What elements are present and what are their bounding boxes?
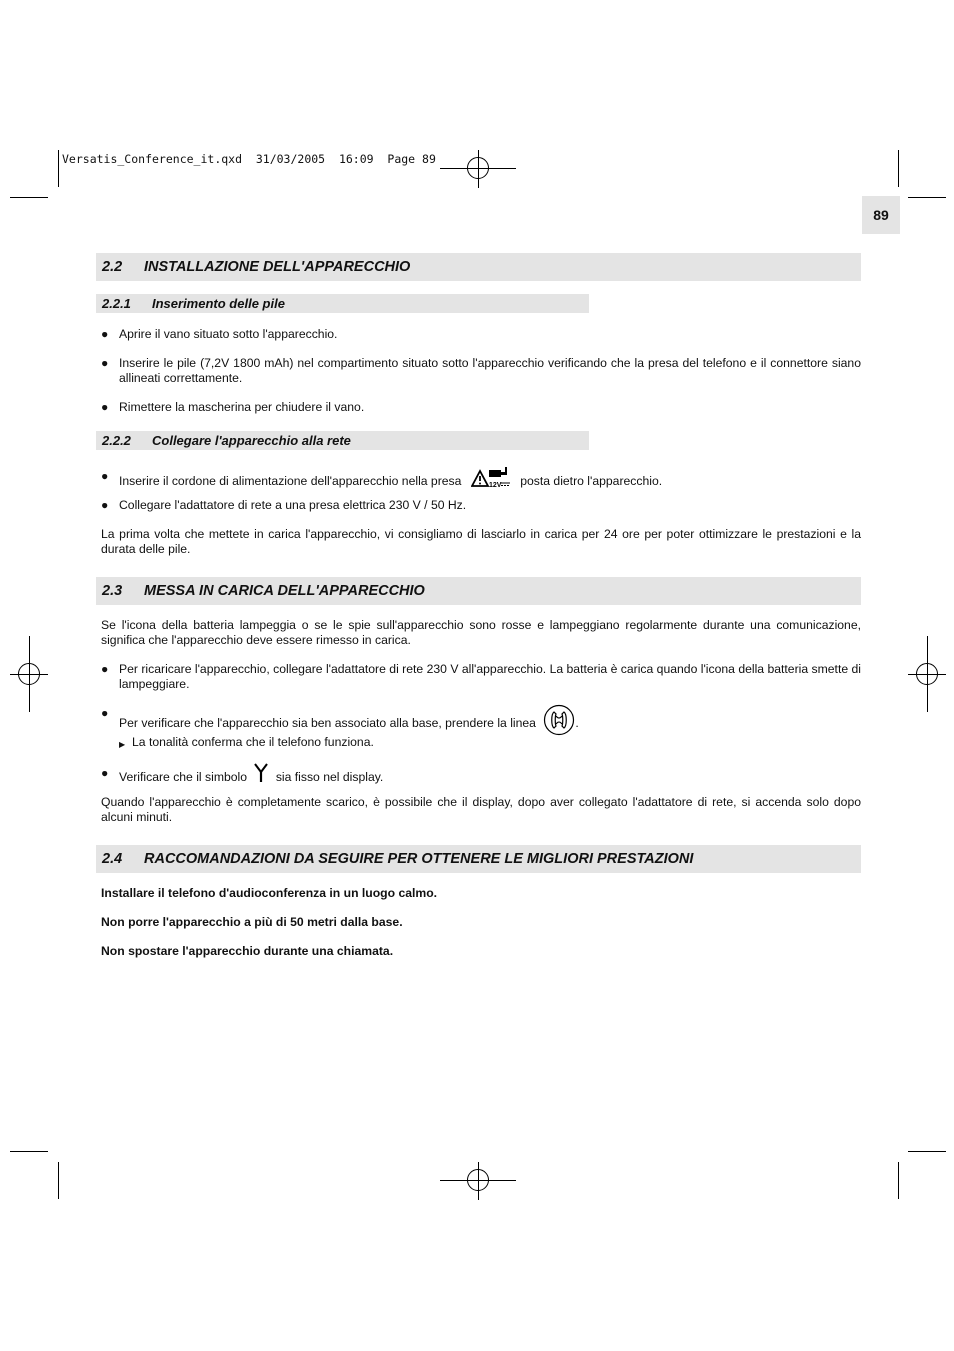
list-item: ● Per ricaricare l'apparecchio, collegare l'adattatore di rete 230 V all'apparecchio. La batteria è carica quando l'icona della batteria smette di lampeggiare. xyxy=(101,662,861,691)
bullet: ● xyxy=(101,498,109,512)
section-title: RACCOMANDAZIONI DA SEGUIRE PER OTTENERE LE MIGLIORI PRESTAZIONI xyxy=(144,851,694,867)
list-item: ● Aprire il vano situato sotto l'apparecchio. xyxy=(101,327,338,341)
section-number: 2.3 xyxy=(102,583,123,599)
bullet: ● xyxy=(101,662,109,676)
list-item: ● Rimettere la mascherina per chiudere il vano. xyxy=(101,400,365,414)
paragraph: Quando l'apparecchio è completamente scarico, è possibile che il display, dopo aver collegato l'adattatore di rete, si accenda solo dopo alcuni minuti. xyxy=(101,795,861,824)
bullet: ● xyxy=(101,327,109,341)
list-item: ● Inserire il cordone di alimentazione dell'apparecchio nella presa 12V posta dietro l'apparecchio. xyxy=(101,469,861,495)
subsection-title: Inserimento delle pile xyxy=(152,296,285,311)
print-slug: Versatis_Conference_it.qxd 31/03/2005 16:09 Page 89 xyxy=(62,152,436,166)
section-title: INSTALLAZIONE DELL'APPARECCHIO xyxy=(144,259,411,275)
list-item-sub: ▶ La tonalità conferma che il telefono funziona. xyxy=(119,735,859,750)
bullet: ● xyxy=(101,766,109,780)
list-item: ● Per verificare che l'apparecchio sia ben associato alla base, prendere la linea . xyxy=(101,706,861,742)
bullet: ● xyxy=(101,469,109,483)
bullet: ● xyxy=(101,706,109,720)
subsection-heading-2-2-1 xyxy=(96,294,589,313)
antenna-icon xyxy=(253,763,269,787)
section-heading-2-4 xyxy=(96,845,861,873)
bullet: ● xyxy=(101,400,109,414)
section-heading-2-2 xyxy=(96,253,861,281)
section-title: MESSA IN CARICA DELL'APPARECCHIO xyxy=(144,583,425,599)
recommendation: Non spostare l'apparecchio durante una chiamata. xyxy=(101,944,394,958)
list-item: ● Verificare che il simbolo sia fisso nel display. xyxy=(101,766,861,790)
subsection-title: Collegare l'apparecchio alla rete xyxy=(152,433,351,448)
bullet: ● xyxy=(101,356,109,370)
subsection-number: 2.2.2 xyxy=(102,433,131,448)
subsection-heading-2-2-2 xyxy=(96,431,589,450)
list-item: ● Collegare l'adattatore di rete a una presa elettrica 230 V / 50 Hz. xyxy=(101,498,467,512)
paragraph: Se l'icona della batteria lampeggia o se le spie sull'apparecchio sono rosse e lampeggiano regolarmente durante una comunicazione, significa che l'apparecchio deve essere rimesso in carica. xyxy=(101,618,861,647)
page-number: 89 xyxy=(862,196,900,234)
recommendation: Non porre l'apparecchio a più di 50 metri dalla base. xyxy=(101,915,403,929)
power-socket-icon xyxy=(471,466,511,492)
section-heading-2-3 xyxy=(96,577,861,605)
paragraph: La prima volta che mettete in carica l'apparecchio, vi consigliamo di lasciarlo in carica per 24 ore per poter ottimizzare le prestazioni e la durata delle pile. xyxy=(101,527,861,556)
power-voltage-label: 12V xyxy=(488,482,502,488)
arrow-bullet-icon: ▶ xyxy=(119,740,126,749)
recommendation: Installare il telefono d'audioconferenza in un luogo calmo. xyxy=(101,886,438,900)
section-number: 2.2 xyxy=(102,259,123,275)
subsection-number: 2.2.1 xyxy=(102,296,131,311)
list-item: ● Inserire le pile (7,2V 1800 mAh) nel compartimento situato sotto l'apparecchio verificando che la presa del telefono e il connettore siano allineati correttamente. xyxy=(101,356,861,385)
section-number: 2.4 xyxy=(102,851,123,867)
